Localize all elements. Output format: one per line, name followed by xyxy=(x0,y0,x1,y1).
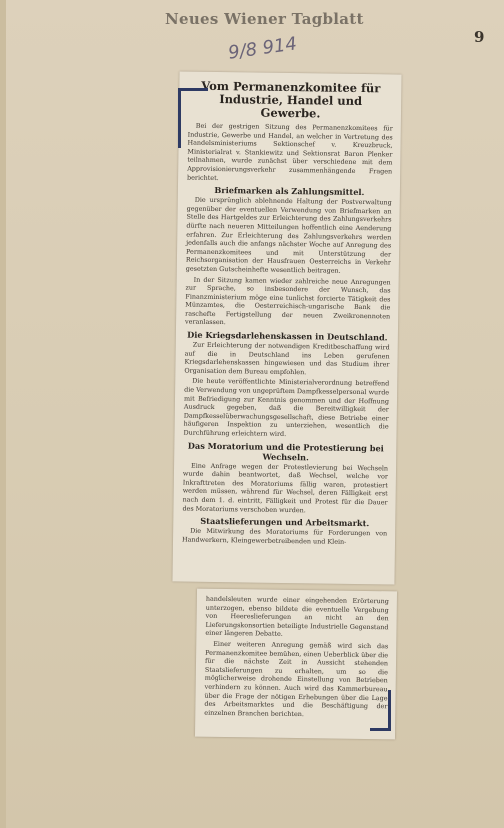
section-heading: Briefmarken als Zahlungsmittel. xyxy=(214,185,365,198)
page-edge xyxy=(0,0,6,828)
article-paragraph: Zur Erleichterung der notwendigen Kreditbeschaffung wird auf die in Deutschland ins Leben gerufenen Kriegsdarlehenskassen hingewiesen und das Studium ihrer Organisation dem Bureau empfohlen. xyxy=(184,340,390,377)
article-paragraph: Die heute veröffentlichte Ministerialverordnung betreffend die Verwendung von ungeprüftem Dampfkesselpersonal wurde mit Befriedigung zur Kenntnis genommen und der Hoffnung Ausdruck gegeben, daß die Bereitwilligkeit der Dampfkesselüberwachungsgesellschaft, diese Betriebe einer häufigeren Inspektion zu unterziehen, wesentlich die Durchführung erleichtern wird. xyxy=(183,377,390,438)
handwritten-date: 9/8 914 xyxy=(226,33,299,64)
article-paragraph: Eine Anfrage wegen der Protestlevierung bei Wechseln wurde dahin beantwortet, daß Wechsel, welche vor Inkrafttreten des Moratoriums fällig waren, protestiert werden müssen, während für Wechsel, deren Fälligkeit erst nach dem 1. d. eintritt, Fälligkeit und Protest für die Dauer des Moratoriums verschoben wurden. xyxy=(182,461,389,514)
section-heading: Das Moratorium und die Protestierung bei Wechseln. xyxy=(187,440,384,462)
section-heading: Die Kriegsdarlehenskassen in Deutschland. xyxy=(187,329,388,343)
article-paragraph: handelsleuten wurde einer eingehenden Erörterung unterzogen, ebenso bildete die eventuelle Vergebung von Heereslieferungen an nicht an den Lieferungskonsortien beteiligte Industrielle Gegenstand einer längeren Debatte. xyxy=(205,594,389,639)
article-paragraph: In der Sitzung kamen wieder zahlreiche neue Anregungen zur Sprache, so insbesondere der Wunsch, das Finanzministerium möge eine tunlichst forcierte Tätigkeit des Münzamtes, die Oesterreichisch-ungarische Bank die raschefte Fertigstellung der neuen Zweikronennoten veranlassen. xyxy=(185,275,391,327)
pencil-mark xyxy=(178,88,208,91)
section-heading: Staatslieferungen und Arbeitsmarkt. xyxy=(200,515,370,529)
page-number: 9 xyxy=(474,28,485,46)
clipping-1 xyxy=(172,71,401,584)
pencil-mark xyxy=(388,690,391,730)
article-paragraph: Die ursprünglich ablehnende Haltung der Postverwaltung gegenüber der eventuellen Verwendung von Briefmarken an Stelle des Hartgeldes zur Erleichterung des Zahlungsverkehrs dürfte nach neueren Mitteilungen hoffentlich eine Aenderung erfahren. Zur Erleichterung des Zahlungsverkehrs werden jedenfalls auch die anfangs nächster Woche auf Anregung des Permanenzkomitees und mit Unterstützung der Reichsorganisation der Hausfrauen Oesterreichs in Verkehr gesetzten Gutscheinhefte wesentlich beitragen. xyxy=(185,195,392,275)
article-intro: Bei der gestrigen Sitzung des Permanenzkomitees für Industrie, Gewerbe und Handel, an welcher in Vertretung des Handelsministeriums Sektionschef v. Kreuzbruck, Ministerialrat v. Stankiewitz und Sektionsrat Baron Plenker teilnahmen, wurde zunächst über verschiedene mit dem Approvisionierungsverkehr zusammenhängende Fragen berichtet. xyxy=(187,121,393,182)
article-paragraph: Einer weiteren Anregung gemäß wird sich das Permanenzkomitee bemühen, einen Ueberblick über die für die nächste Zeit in Aussicht stehenden Staatslieferungen zu erhalten, um so die möglicherweise drohende Einstellung von Betrieben verhindern zu können. Auch wird das Kammerbureau über die Frage der nötigen Erhebungen über die Lage des Arbeitsmarktes und die Beschäftigung der einzelnen Branchen berichten. xyxy=(204,639,389,718)
article-paragraph: Die Mitwirkung des Moratoriums für Forderungen von Handwerkern, Kleingewerbetreibenden und Klein- xyxy=(181,526,388,546)
pencil-mark xyxy=(370,728,391,731)
masthead: Neues Wiener Tagblatt xyxy=(165,10,364,28)
article-headline: Vom Permanenzkomitee für Industrie, Handel und Gewerbe. xyxy=(201,78,381,121)
clipping-2 xyxy=(195,589,397,740)
pencil-mark xyxy=(178,88,181,148)
